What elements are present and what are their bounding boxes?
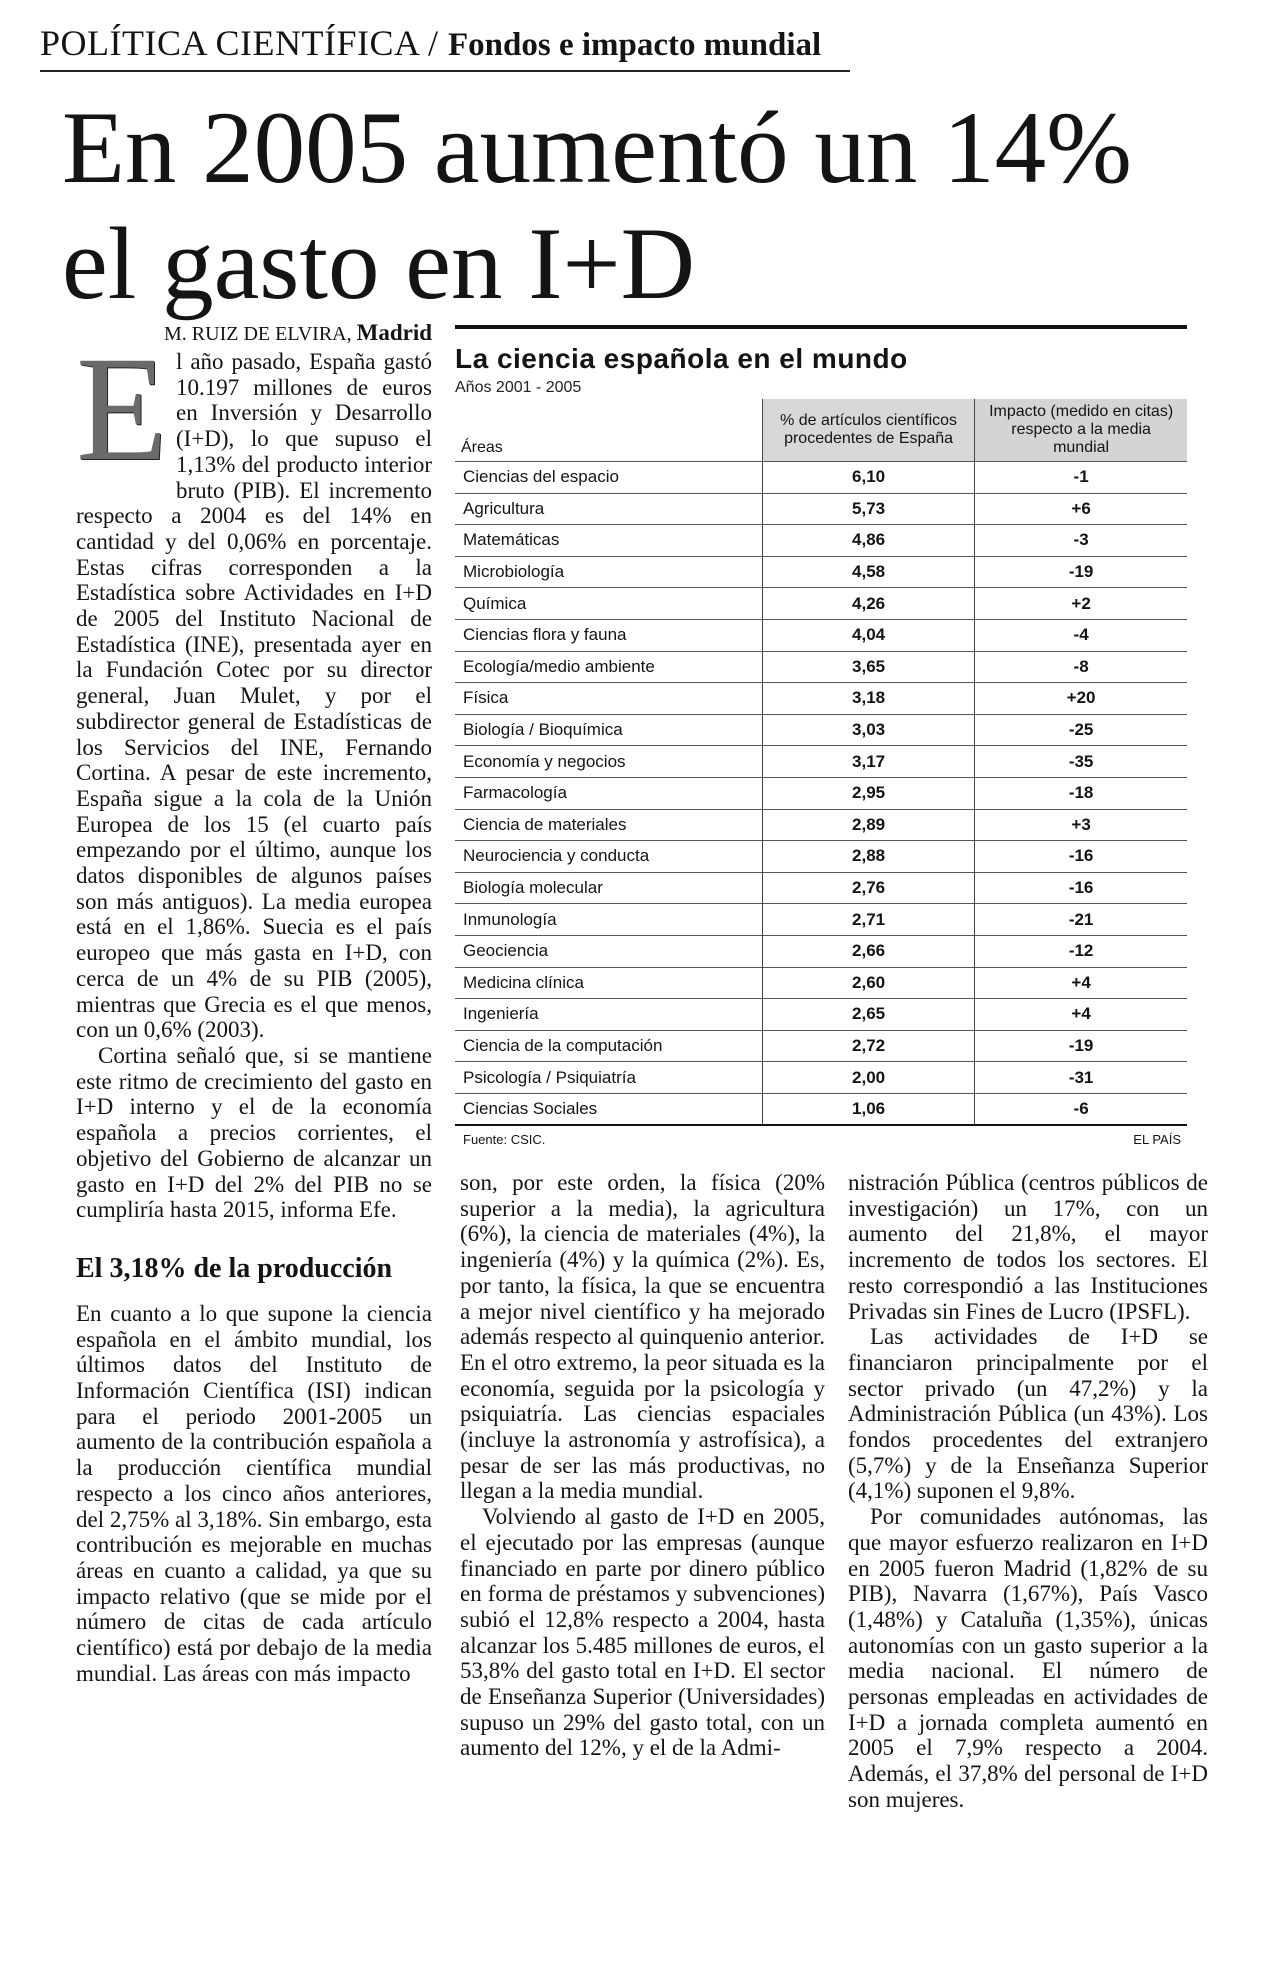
table-credit: EL PAÍS — [1133, 1132, 1181, 1148]
cell-impact: -12 — [975, 935, 1187, 967]
article-paragraph: Las actividades de I+D se financiaron principalmente por el sector privado (un 47,2%) y la Administración Pública (un 43%). Los fondos procedentes del extranjero (5,7%) y de la Enseñanza Superior (4,1%) suponen el 9,8%. — [848, 1324, 1208, 1504]
article-column-middle — [460, 1170, 825, 1761]
cell-pct: 4,26 — [762, 588, 974, 620]
table-row — [455, 525, 1187, 557]
cell-pct: 4,04 — [762, 619, 974, 651]
header-rule — [40, 70, 850, 72]
cell-impact: -25 — [975, 714, 1187, 746]
cell-impact: -16 — [975, 841, 1187, 873]
byline-place: Madrid — [356, 320, 432, 345]
article-paragraph: son, por este orden, la física (20% superior a la media), la agricultura (6%), la ciencia de materiales (4%), la ingeniería (4%) y la química (2%). Es, por tanto, la física, la que se encuentra a mejor nivel científico y ha mejorado además respecto al quinquenio anterior. En el otro extremo, la peor situada es la economía, seguida por la psicología y psiquiatría. Las ciencias espaciales (incluye la astronomía y astrofísica), a pesar de ser las más productivas, no llegan a la media mundial. — [460, 1170, 825, 1504]
table-header-row — [455, 399, 1187, 462]
article-paragraph: En cuanto a lo que supone la ciencia española en el ámbito mundial, los últimos datos del Instituto de Información Científica (ISI) indican para el periodo 2001-2005 un aumento de la contribución española a la producción científica mundial respecto a los cinco años anteriores, del 2,75% al 3,18%. Sin embargo, esta contribución es mejorable en muchas áreas en cuanto a calidad, ya que su impacto relativo (que se mide por el número de citas de cada artículo científico) está por debajo de la media mundial. Las áreas con más impacto — [76, 1300, 433, 1686]
cell-pct: 3,03 — [762, 714, 974, 746]
table-row — [455, 841, 1187, 873]
cell-area: Agricultura — [455, 493, 762, 525]
table-row — [455, 1030, 1187, 1062]
section-header — [40, 20, 860, 68]
headline — [62, 90, 1242, 322]
table-row — [455, 493, 1187, 525]
cell-impact: -18 — [975, 777, 1187, 809]
table-row — [455, 872, 1187, 904]
cell-pct: 2,95 — [762, 777, 974, 809]
cell-area: Ciencia de materiales — [455, 809, 762, 841]
table-row — [455, 1093, 1187, 1125]
table-period: Años 2001 - 2005 — [455, 379, 582, 396]
cell-impact: -31 — [975, 1062, 1187, 1094]
article-paragraph: Por comunidades autónomas, las que mayor esfuerzo realizaron en I+D en 2005 fueron Madrid (1,82% de su PIB), Navarra (1,67%), País Vasco (1,48%) y Cataluña (1,35%), únicas autonomías con un gasto superior a la media nacional. El número de personas empleadas en actividades de I+D a jornada completa aumentó en 2005 el 7,9% respecto a 2004. Además, el 37,8% del personal de I+D son mujeres. — [848, 1504, 1208, 1812]
cell-area: Microbiología — [455, 556, 762, 588]
headline-line-1: En 2005 aumentó un 14% — [62, 91, 1132, 205]
cell-area: Química — [455, 588, 762, 620]
cell-area: Psicología / Psiquiatría — [455, 1062, 762, 1094]
cell-area: Física — [455, 683, 762, 715]
cell-impact: -21 — [975, 904, 1187, 936]
cell-pct: 6,10 — [762, 462, 974, 494]
cell-area: Ciencias del espacio — [455, 462, 762, 494]
cell-area: Matemáticas — [455, 525, 762, 557]
cell-area: Inmunología — [455, 904, 762, 936]
cell-impact: -4 — [975, 619, 1187, 651]
table-row — [455, 777, 1187, 809]
cell-impact: -16 — [975, 872, 1187, 904]
table-row — [455, 967, 1187, 999]
cell-impact: -35 — [975, 746, 1187, 778]
cell-impact: +4 — [975, 999, 1187, 1031]
cell-area: Ingeniería — [455, 999, 762, 1031]
drop-cap: E — [76, 326, 168, 492]
cell-area: Farmacología — [455, 777, 762, 809]
cell-pct: 2,71 — [762, 904, 974, 936]
cell-area: Biología molecular — [455, 872, 762, 904]
cell-area: Medicina clínica — [455, 967, 762, 999]
article-subhead: El 3,18% de la producción — [76, 1252, 393, 1284]
headline-line-2: el gasto en I+D — [62, 207, 695, 321]
cell-area: Biología / Bioquímica — [455, 714, 762, 746]
cell-area: Economía y negocios — [455, 746, 762, 778]
cell-pct: 3,17 — [762, 746, 974, 778]
data-table — [455, 399, 1187, 1126]
cell-pct: 3,65 — [762, 651, 974, 683]
infographic-top-rule — [455, 325, 1187, 329]
cell-impact: +4 — [975, 967, 1187, 999]
table-row — [455, 556, 1187, 588]
cell-impact: +20 — [975, 683, 1187, 715]
cell-pct: 2,00 — [762, 1062, 974, 1094]
cell-area: Neurociencia y conducta — [455, 841, 762, 873]
infographic — [455, 325, 1187, 1147]
table-row — [455, 619, 1187, 651]
article-column-left — [76, 320, 432, 1686]
column-header-impact: Impacto (medido en citas) respecto a la media mundial — [975, 399, 1187, 462]
cell-pct: 2,72 — [762, 1030, 974, 1062]
table-title: La ciencia española en el mundo — [455, 343, 908, 374]
cell-impact: +3 — [975, 809, 1187, 841]
section-kicker: POLÍTICA CIENTÍFICA / — [40, 23, 449, 63]
cell-pct: 1,06 — [762, 1093, 974, 1125]
table-row — [455, 588, 1187, 620]
cell-impact: -19 — [975, 556, 1187, 588]
table-row — [455, 999, 1187, 1031]
table-body — [455, 462, 1187, 1126]
table-row — [455, 1062, 1187, 1094]
cell-impact: -3 — [975, 525, 1187, 557]
section-subtitle: Fondos e impacto mundial — [448, 27, 822, 63]
table-row — [455, 935, 1187, 967]
table-row — [455, 683, 1187, 715]
table-row — [455, 714, 1187, 746]
cell-pct: 2,89 — [762, 809, 974, 841]
cell-pct: 3,18 — [762, 683, 974, 715]
column-header-percent: % de artículos científicos procedentes de España — [762, 399, 974, 462]
cell-pct: 4,58 — [762, 556, 974, 588]
article-paragraph: l año pasado, España gastó 10.197 millones de euros en Inversión y Desarrollo (I+D), lo que supuso el 1,13% del producto interior bruto (PIB). El incremento respecto a 2004 es del 14% en cantidad y del 0,06% en porcentaje. Estas cifras corresponden a la Estadística sobre Actividades en I+D de 2005 del Instituto Nacional de Estadística (INE), presentada ayer en la Fundación Cotec por su director general, Juan Mulet, y por el subdirector general de Estadísticas de los Servicios del INE, Fernando Cortina. A pesar de este incremento, España sigue a la cola de la Unión Europea de los 15 (el cuarto país empezando por el último, aunque los datos disponibles de algunos países son más antiguos). La media europea está en el 1,86%. Suecia es el país europeo que más gasta en I+D, con cerca de un 4% de su PIB (2005), mientras que Grecia es el que menos, con un 0,6% (2003). — [76, 349, 432, 1043]
cell-pct: 2,76 — [762, 872, 974, 904]
table-row — [455, 809, 1187, 841]
cell-pct: 4,86 — [762, 525, 974, 557]
cell-area: Geociencia — [455, 935, 762, 967]
cell-impact: -19 — [975, 1030, 1187, 1062]
cell-area: Ciencias Sociales — [455, 1093, 762, 1125]
column-header-area: Áreas — [455, 399, 762, 462]
cell-pct: 2,66 — [762, 935, 974, 967]
table-row — [455, 746, 1187, 778]
cell-impact: -1 — [975, 462, 1187, 494]
cell-impact: +2 — [975, 588, 1187, 620]
table-footer — [455, 1132, 1187, 1147]
cell-pct: 5,73 — [762, 493, 974, 525]
table-row — [455, 462, 1187, 494]
table-source: Fuente: CSIC. — [463, 1132, 546, 1148]
article-column-right — [848, 1170, 1208, 1813]
cell-pct: 2,60 — [762, 967, 974, 999]
cell-pct: 2,88 — [762, 841, 974, 873]
table-row — [455, 651, 1187, 683]
byline-author: M. RUIZ DE ELVIRA, — [164, 323, 357, 345]
cell-pct: 2,65 — [762, 999, 974, 1031]
table-row — [455, 904, 1187, 936]
article-paragraph: Volviendo al gasto de I+D en 2005, el ejecutado por las empresas (aunque financiado en parte por dinero público en forma de préstamos y subvenciones) subió el 12,8% respecto a 2004, hasta alcanzar los 5.485 millones de euros, el 53,8% del gasto total en I+D. El sector de Enseñanza Superior (Universidades) supuso un 29% del gasto total, con un aumento del 12%, y el de la Admi- — [460, 1504, 825, 1761]
cell-area: Ecología/medio ambiente — [455, 651, 762, 683]
cell-impact: +6 — [975, 493, 1187, 525]
cell-impact: -6 — [975, 1093, 1187, 1125]
article-paragraph: nistración Pública (centros públicos de investigación) un 17%, con un aumento del 21,8%, el mayor incremento de todos los sectores. El resto correspondió a las Instituciones Privadas sin Fines de Lucro (IPSFL). — [848, 1170, 1208, 1324]
article-paragraph: Cortina señaló que, si se mantiene este ritmo de crecimiento del gasto en I+D interno y el de la economía española a precios corrientes, el objetivo del Gobierno de alcanzar un gasto en I+D del 2% del PIB no se cumpliría hasta 2015, informa Efe. — [76, 1042, 432, 1223]
cell-impact: -8 — [975, 651, 1187, 683]
cell-area: Ciencia de la computación — [455, 1030, 762, 1062]
cell-area: Ciencias flora y fauna — [455, 619, 762, 651]
